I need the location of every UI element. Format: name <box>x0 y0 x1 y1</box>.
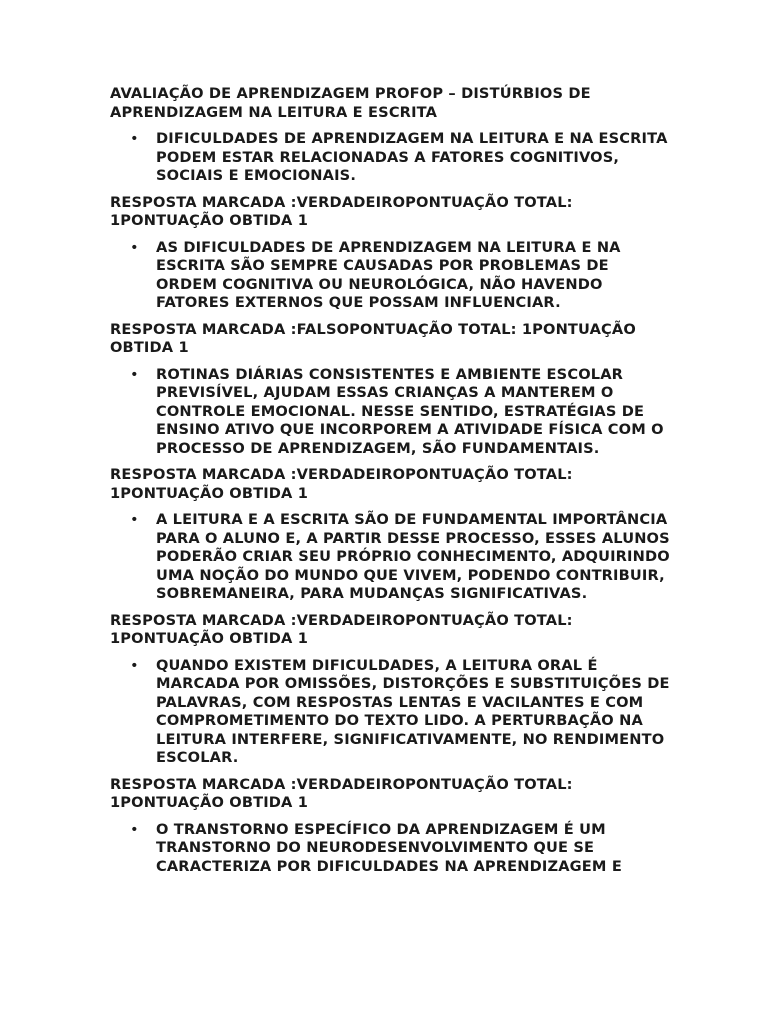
bullet-icon: • <box>130 365 139 383</box>
bullet-icon: • <box>130 130 139 147</box>
answer-line: RESPOSTA MARCADA :VERDADEIROPONTUAÇÃO TOTAL: 1PONTUAÇÃO OBTIDA 1 <box>110 775 573 811</box>
question-text: ROTINAS DIÁRIAS CONSISTENTES E AMBIENTE ESCOLAR PREVISÍVEL, AJUDAM ESSAS CRIANÇAS A MANTEREM O CONTROLE EMOCIONAL. NESSE SENTIDO, ESTRATÉGIAS DE ENSINO ATIVO QUE INCORPOREM A ATIVIDADE FÍSICA COM O PROCESSO DE APRENDIZAGEM, SÃO FUNDAMENTAIS. <box>156 365 664 457</box>
question-list <box>110 821 670 877</box>
answer-line: RESPOSTA MARCADA :VERDADEIROPONTUAÇÃO TOTAL: 1PONTUAÇÃO OBTIDA 1 <box>110 466 573 502</box>
question-text: DIFICULDADES DE APRENDIZAGEM NA LEITURA E NA ESCRITA PODEM ESTAR RELACIONADAS A FATORES COGNITIVOS, SOCIAIS E EMOCIONAIS. <box>156 130 668 184</box>
question-item <box>130 130 670 186</box>
bullet-icon: • <box>130 820 139 838</box>
question-list <box>110 511 670 604</box>
answer-line: RESPOSTA MARCADA :FALSOPONTUAÇÃO TOTAL: 1PONTUAÇÃO OBTIDA 1 <box>110 320 636 356</box>
document-title: AVALIAÇÃO DE APRENDIZAGEM PROFOP – DISTÚRBIOS DE APRENDIZAGEM NA LEITURA E ESCRITA <box>110 85 591 121</box>
question-list <box>110 130 670 186</box>
question-list <box>110 657 670 768</box>
question-text: AS DIFICULDADES DE APRENDIZAGEM NA LEITURA E NA ESCRITA SÃO SEMPRE CAUSADAS POR PROBLEMAS DE ORDEM COGNITIVA OU NEUROLÓGICA, NÃO HAVENDO FATORES EXTERNOS QUE POSSAM INFLUENCIAR. <box>156 238 621 311</box>
question-item <box>130 511 670 604</box>
document-page <box>110 85 670 884</box>
answer-line: RESPOSTA MARCADA :VERDADEIROPONTUAÇÃO TOTAL: 1PONTUAÇÃO OBTIDA 1 <box>110 611 573 647</box>
answer-line: RESPOSTA MARCADA :VERDADEIROPONTUAÇÃO TOTAL: 1PONTUAÇÃO OBTIDA 1 <box>110 193 573 229</box>
question-item <box>130 365 670 459</box>
question-list <box>110 239 670 313</box>
question-text: QUANDO EXISTEM DIFICULDADES, A LEITURA ORAL É MARCADA POR OMISSÕES, DISTORÇÕES E SUBSTITUIÇÕES DE PALAVRAS, COM RESPOSTAS LENTAS E VACILANTES E COM COMPROMETIMENTO DO TEXTO LIDO. A PERTURBAÇÃO NA LEITURA INTERFERE, SIGNIFICATIVAMENTE, NO RENDIMENTO ESCOLAR. <box>156 656 670 766</box>
bullet-icon: • <box>130 511 139 528</box>
question-item <box>130 656 670 768</box>
question-item <box>130 820 670 877</box>
question-text: O TRANSTORNO ESPECÍFICO DA APRENDIZAGEM É UM TRANSTORNO DO NEURODESENVOLVIMENTO QUE SE CARACTERIZA POR DIFICULDADES NA APRENDIZAGEM E <box>156 820 622 875</box>
question-text: A LEITURA E A ESCRITA SÃO DE FUNDAMENTAL IMPORTÂNCIA PARA O ALUNO E, A PARTIR DESSE PROCESSO, ESSES ALUNOS PODERÃO CRIAR SEU PRÓPRIO CONHECIMENTO, ADQUIRINDO UMA NOÇÃO DO MUNDO QUE VIVEM, PODENDO CONTRIBUIR, SOBREMANEIRA, PARA MUDANÇAS SIGNIFICATIVAS. <box>156 511 670 602</box>
question-list <box>110 366 670 459</box>
bullet-icon: • <box>130 656 139 674</box>
bullet-icon: • <box>130 238 139 256</box>
question-item <box>130 238 670 313</box>
